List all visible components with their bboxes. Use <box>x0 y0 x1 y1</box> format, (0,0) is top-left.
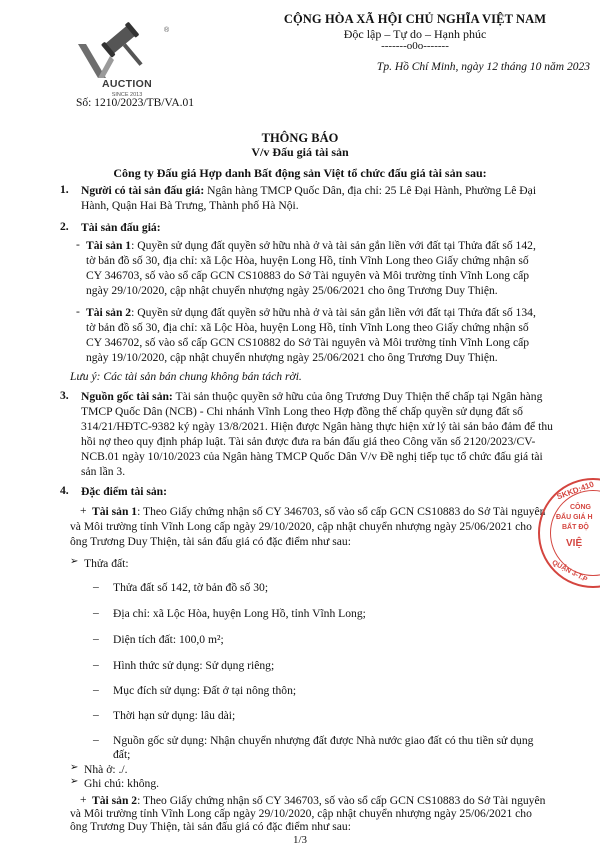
document-title: THÔNG BÁO <box>261 131 339 145</box>
land-dash-6: – <box>93 708 99 721</box>
asset-2-line-3: CY 346702, số vào sổ cấp GCN CS10882 do Sở Tài nguyên và Môi trường tỉnh Vĩnh Long cấp <box>86 336 530 349</box>
asset-1-line-2: tờ bản đồ số 30, địa chỉ: xã Lộc Hòa, huyện Long Hồ, tỉnh Vĩnh Long theo Giấy chứng nhận số <box>86 254 529 267</box>
asset-note: Lưu ý: Các tài sản bán chung không bán tách rời. <box>70 370 302 383</box>
asset-2-label: Tài sản 2 <box>86 306 132 319</box>
section-2-number: 2. <box>60 220 69 233</box>
land-dash-1: – <box>93 580 99 593</box>
section-3-line-1 <box>81 389 542 404</box>
stamp-text-3: BẤT ĐỘ <box>562 524 589 531</box>
asset-1-line-4: ngày 29/10/2020, cập nhật chuyển nhượng ngày 25/06/2021 cho ông Trương Duy Thiện. <box>86 284 498 297</box>
asset-1-label: Tài sản 1 <box>86 239 132 252</box>
asset-2-text: : Quyền sử dụng đất quyền sở hữu nhà ở và tài sản gắn liền với đất tại Thửa đất số 134, <box>131 306 536 319</box>
land-dash-3: – <box>93 632 99 645</box>
asset-2-line-1 <box>86 305 536 320</box>
section-2-label: Tài sản đấu giá: <box>81 221 161 234</box>
logo-wordmark: AUCTION <box>102 78 152 90</box>
note-arrow-icon: ➢ <box>70 776 79 787</box>
house-arrow-icon: ➢ <box>70 762 79 773</box>
land-arrow-icon: ➢ <box>70 556 79 567</box>
asset-1-line-1 <box>86 238 566 253</box>
company-logo <box>74 20 174 100</box>
section-1-line-1 <box>81 183 561 198</box>
asset-1-dash: - <box>76 238 80 251</box>
property-2-plus: + <box>80 793 87 806</box>
land-dash-2: – <box>93 606 99 619</box>
national-motto: Độc lập – Tự do – Hạnh phúc <box>343 27 487 41</box>
company-stamp <box>538 478 600 588</box>
note-line: Ghi chú: không. <box>84 777 160 790</box>
property-1-plus: + <box>80 504 87 517</box>
logo-since: SINCE 2013 <box>111 92 143 98</box>
asset-2-line-2: tờ bản đồ số 30, địa chỉ: xã Lộc Hòa, huyện Long Hồ, tỉnh Vĩnh Long theo Giấy chứng nhận số <box>86 321 529 334</box>
land-item-7-cont: đất; <box>113 748 131 761</box>
section-4-label: Đặc điểm tài sản: <box>81 485 167 498</box>
land-item-1: Thửa đất số 142, tờ bản đồ số 30; <box>113 581 269 594</box>
land-dash-5: – <box>93 683 99 696</box>
section-4-number: 4. <box>60 484 69 497</box>
asset-1-line-3: CY 346703, số vào sổ cấp GCN CS10883 do Sở Tài nguyên và Môi trường tỉnh Vĩnh Long cấp <box>86 269 530 282</box>
property-1-text: : Theo Giấy chứng nhận số CY 346703, số vào sổ cấp GCN CS10883 do Sở Tài nguyên <box>137 505 546 518</box>
property-1-label: Tài sản 1 <box>92 505 138 518</box>
land-item-2: Địa chỉ: xã Lộc Hòa, huyện Long Hồ, tỉnh Vĩnh Long; <box>113 607 366 620</box>
stamp-text-top: SKKD:410 <box>555 479 596 502</box>
section-3-label: Nguồn gốc tài sản: <box>81 390 173 403</box>
asset-2-dash: - <box>76 305 80 318</box>
property-2-line-3: ông Trương Duy Thiện, tài sản đấu giá có đặc điểm như sau: <box>70 820 351 833</box>
property-2-label: Tài sản 2 <box>92 794 138 807</box>
gavel-logo-icon <box>74 20 174 80</box>
section-3-line-5: NCB.01 ngày 10/10/2023 của Ngân hàng TMCP Quốc Dân V/v Đề nghị tiếp tục tổ chức đấu giá tài <box>81 450 543 463</box>
section-3-line-2: TMCP Quốc Dân (NCB) - Chi nhánh Vĩnh Long theo Hợp đồng thế chấp quyền sử dụng đất số <box>81 405 523 418</box>
land-heading: Thửa đất: <box>84 557 129 570</box>
land-dash-7: – <box>93 733 99 746</box>
stamp-text-2: ĐẤU GIÁ H <box>556 514 593 521</box>
land-dash-4: – <box>93 658 99 671</box>
intro-line: Công ty Đấu giá Hợp danh Bất động sản Việt tổ chức đấu giá tài sản sau: <box>113 166 487 180</box>
property-1-line-2: và Môi trường tỉnh Vĩnh Long cấp ngày 29/10/2020, cập nhật chuyển nhượng ngày 25/06/2021 cho <box>70 520 532 533</box>
section-3-text: Tài sản thuộc quyền sở hữu của ông Trương Duy Thiện thế chấp tại Ngân hàng <box>172 390 543 403</box>
section-1-number: 1. <box>60 183 69 196</box>
section-1-label: Người có tài sản đấu giá: <box>81 184 205 197</box>
national-title: CỘNG HÒA XÃ HỘI CHỦ NGHĨA VIỆT NAM <box>283 12 547 26</box>
asset-1-text: : Quyền sử dụng đất quyền sở hữu nhà ở và tài sản gắn liền với đất tại Thửa đất số 142, <box>131 239 536 252</box>
stamp-text-bottom: QUẬN 3-T.P <box>550 559 589 584</box>
header-separator: -------o0o------- <box>381 40 449 52</box>
land-item-4: Hình thức sử dụng: Sử dụng riêng; <box>113 659 275 672</box>
stamp-text-4: VIỆ <box>566 538 583 549</box>
stamp-text-1: CÔNG <box>570 504 591 511</box>
land-item-6: Thời hạn sử dụng: lâu dài; <box>113 709 236 722</box>
property-1-line-3: ông Trương Duy Thiện, tài sản đấu giá có đặc điểm như sau: <box>70 535 351 548</box>
house-line: Nhà ở: ./. <box>84 763 128 776</box>
section-3-number: 3. <box>60 389 69 402</box>
document-date: Tp. Hồ Chí Minh, ngày 12 tháng 10 năm 2023 <box>376 61 590 73</box>
asset-2-line-4: ngày 19/10/2020, cập nhật chuyển nhượng ngày 25/06/2021 cho ông Trương Duy Thiện. <box>86 351 498 364</box>
section-1-text: Ngân hàng TMCP Quốc Dân, địa chỉ: 25 Lê Đại Hành, Phường Lê Đại <box>204 184 537 197</box>
section-1-line-2: Hành, Quận Hai Bà Trưng, Thành phố Hà Nội. <box>81 199 299 212</box>
section-3-line-4: hồi nợ theo quy định pháp luật. Tài sản được đưa ra bán đấu giá theo Công văn số 2120/2023/CV- <box>81 435 536 448</box>
property-2-line-2: và Môi trường tỉnh Vĩnh Long cấp ngày 29/10/2020, cập nhật chuyển nhượng ngày 25/06/2021 cho <box>70 807 532 820</box>
document-subtitle: V/v Đấu giá tài sản <box>251 145 349 159</box>
page-footer-number: 1/3 <box>292 834 308 846</box>
svg-text:®: ® <box>164 27 170 34</box>
land-item-3: Diện tích đất: 100,0 m²; <box>113 633 224 646</box>
document-number: Số: 1210/2023/TB/VA.01 <box>76 97 194 109</box>
land-item-5: Mục đích sử dụng: Đất ở tại nông thôn; <box>113 684 297 697</box>
section-3-line-6: sản lần 3. <box>81 465 126 478</box>
section-3-line-3: 314/21/HĐTC-9382 ký ngày 13/8/2021. Hiện được Ngân hàng thực hiện xử lý tài sản bảo đảm để thu <box>81 420 553 433</box>
land-item-7: Nguồn gốc sử dụng: Nhận chuyển nhượng đất được Nhà nước giao đất có thu tiền sử dụng <box>113 734 534 747</box>
property-1-line-1 <box>92 504 545 519</box>
property-2-text: : Theo Giấy chứng nhận số CY 346703, số vào sổ cấp GCN CS10883 do Sở Tài nguyên <box>137 794 546 807</box>
